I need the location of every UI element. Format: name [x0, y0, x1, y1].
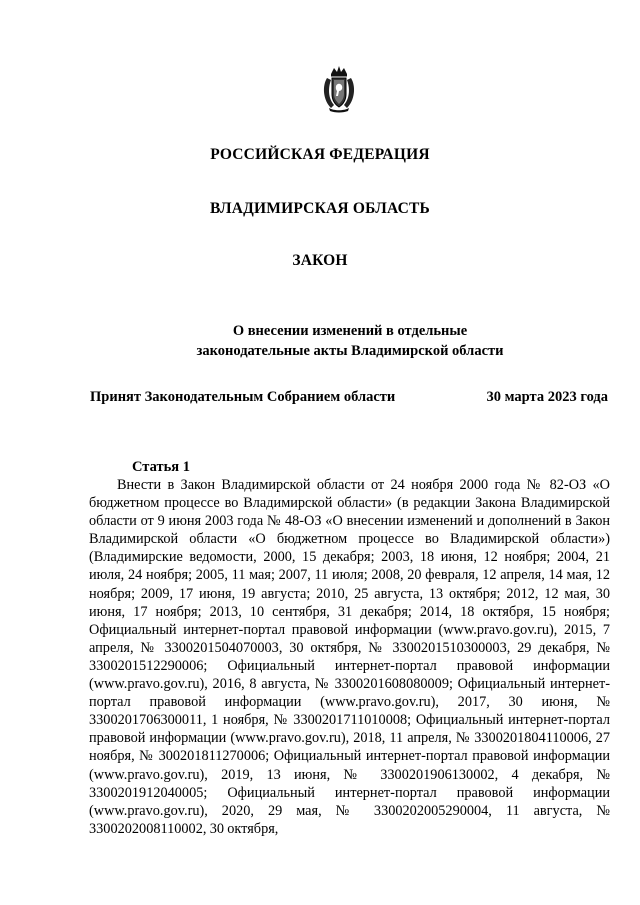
region-heading: ВЛАДИМИРСКАЯ ОБЛАСТЬ [210, 200, 430, 217]
law-title-line-1: О внесении изменений в отдельные [232, 323, 468, 339]
country-heading: РОССИЙСКАЯ ФЕДЕРАЦИЯ [210, 146, 430, 163]
document-type-heading: ЗАКОН [292, 252, 348, 269]
law-title [150, 321, 550, 361]
article-heading: Статья 1 [132, 459, 190, 475]
adopted-by: Принят Законодательным Собранием области [90, 389, 396, 405]
adoption-info [90, 389, 608, 406]
coat-of-arms-icon [321, 64, 357, 114]
law-title-line-2: законодательные акты Владимирской области [196, 343, 504, 359]
article-body-text: Внести в Закон Владимирской области от 24 ноября 2000 года № 82-ОЗ «О бюджетном процессе во Владимирской области» (в редакции Закона Владимирской области от 9 июня 2003 года № 48-ОЗ «О внесении изменений и дополнений в Закон Владимирской области «О бюджетном процессе во Владимирской области») (Владимирские ведомости, 2000, 15 декабря; 2003, 18 июня, 12 ноября; 2004, 21 июля, 24 ноября; 2005, 11 мая; 2007, 11 июля; 2008, 20 февраля, 12 апреля, 14 мая, 12 ноября; 2009, 17 июня, 19 августа; 2010, 25 августа, 13 октября; 2012, 12 мая, 30 июня, 17 ноября; 2013, 10 сентября, 31 декабря; 2014, 18 октября, 15 ноября; Официальный интернет-портал правовой информации (www.pravo.gov.ru), 2015, 7 апреля, № 3300201504070003, 30 октября, № 3300201510300003, 29 декабря, № 3300201512290006; Официальный интернет-портал правовой информации (www.pravo.gov.ru), 2016, 8 августа, № 3300201608080009; Официальный интернет-портал правовой информации (www.pravo.gov.ru), 2017, 30 июня, № 3300201706300011, 1 ноября, № 3300201711010008; Официальный интернет-портал правовой информации (www.pravo.gov.ru), 2018, 11 апреля, № 3300201804110006, 27 ноября, № 300201811270006; Официальный интернет-портал правовой информации (www.pravo.gov.ru), 2019, 13 июня, № 3300201906130002, 4 декабря, № 3300201912040005; Официальный интернет-портал правовой информации (www.pravo.gov.ru), 2020, 29 мая, № 3300202005290004, 11 августа, № 3300202008110002, 30 октября, [89, 477, 610, 837]
adoption-date: 30 марта 2023 года [486, 389, 608, 405]
